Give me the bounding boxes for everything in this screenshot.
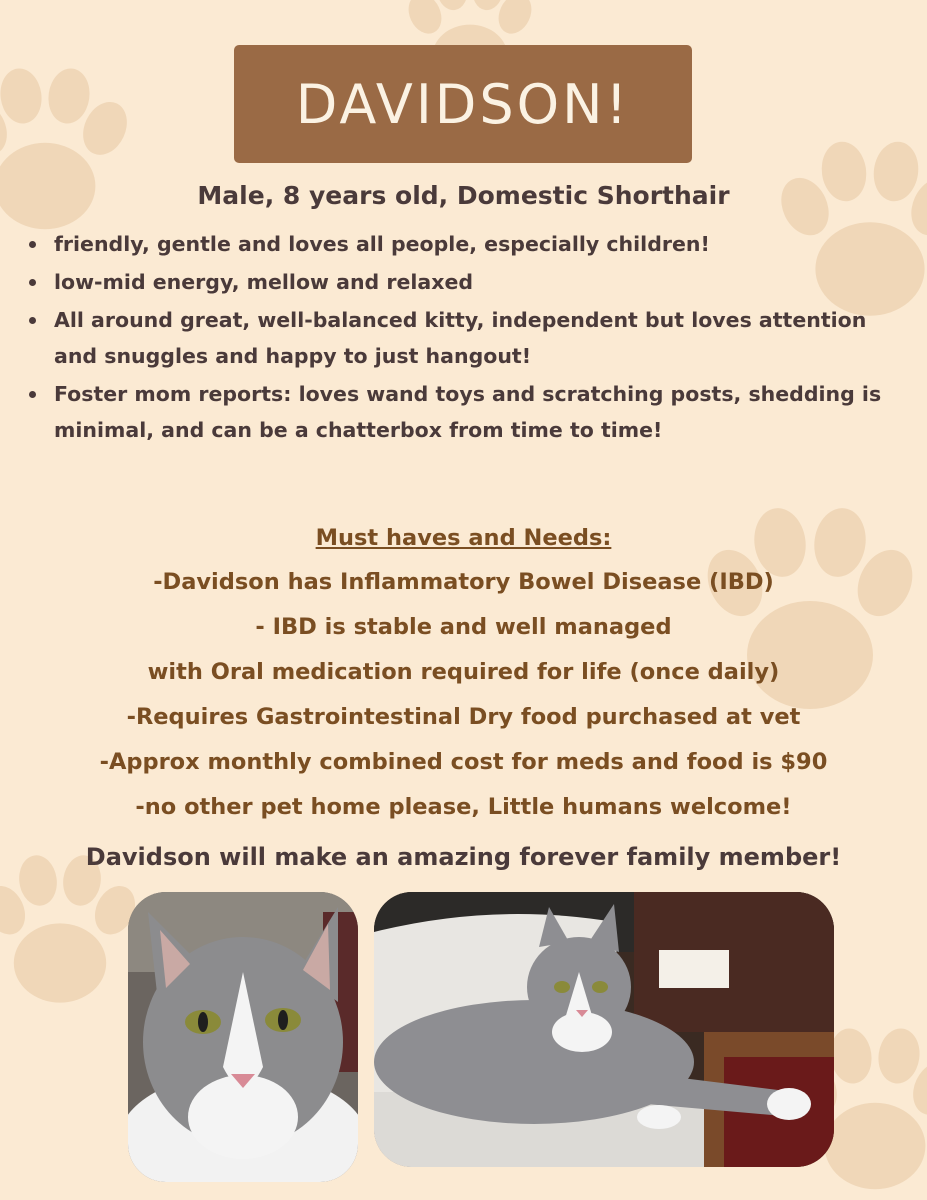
title-banner [234, 45, 692, 163]
needs-line: -Davidson has Inflammatory Bowel Disease (IBD) [153, 569, 774, 595]
closing-statement: Davidson will make an amazing forever family member! [85, 843, 842, 871]
cat-photo-closeup [128, 892, 358, 1182]
needs-line: - IBD is stable and well managed [255, 614, 672, 640]
traits-list [24, 226, 904, 450]
needs-line: -Approx monthly combined cost for meds and food is $90 [99, 749, 828, 775]
needs-section [0, 516, 927, 830]
page-title: DAVIDSON! [295, 72, 631, 136]
trait-item: friendly, gentle and loves all people, especially children! [24, 226, 904, 262]
trait-item: All around great, well-balanced kitty, independent but loves attention and snuggles and happy to just hangout! [24, 302, 904, 374]
needs-line: -no other pet home please, Little humans welcome! [135, 794, 792, 820]
needs-line: with Oral medication required for life (once daily) [147, 659, 780, 685]
trait-item: Foster mom reports: loves wand toys and scratching posts, shedding is minimal, and can be a chatterbox from time to time! [24, 376, 904, 448]
needs-line: -Requires Gastrointestinal Dry food purchased at vet [126, 704, 801, 730]
cat-summary: Male, 8 years old, Domestic Shorthair [197, 181, 730, 210]
cat-photo-lounging [374, 892, 834, 1167]
needs-heading: Must haves and Needs: [315, 525, 612, 551]
trait-item: low-mid energy, mellow and relaxed [24, 264, 904, 300]
